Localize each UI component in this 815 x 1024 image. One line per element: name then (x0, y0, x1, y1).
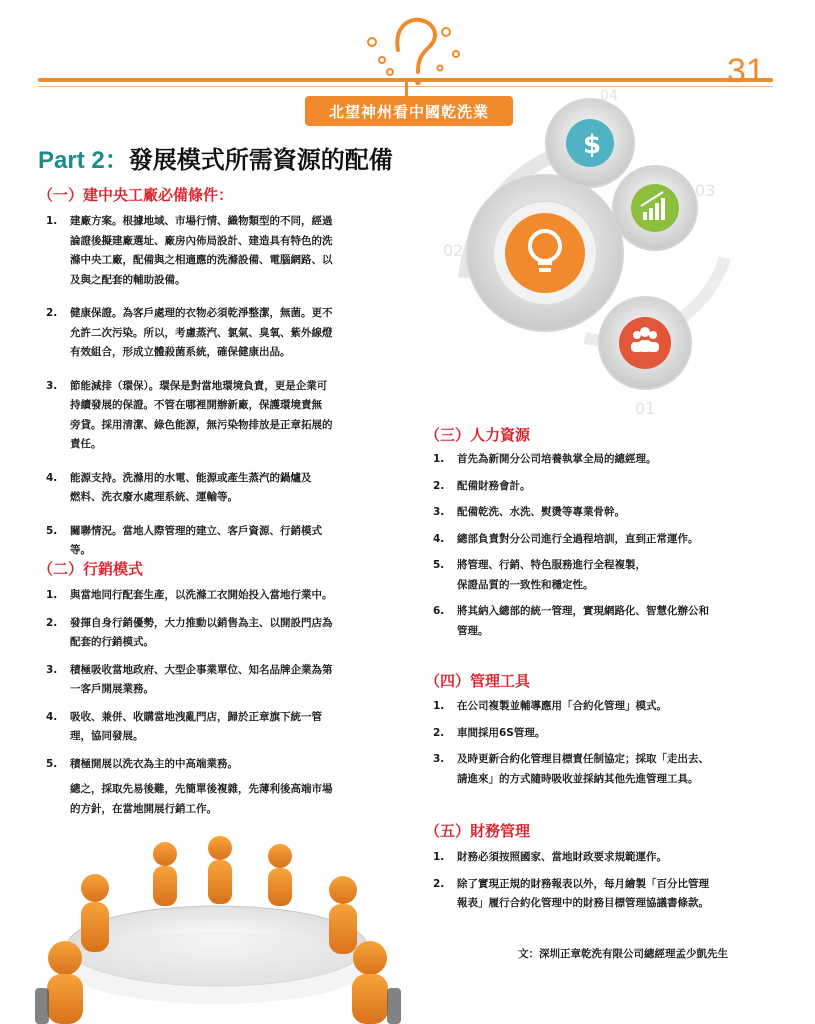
dollar-icon: $ (583, 130, 602, 160)
section-heading-4: （四）管理工具 (425, 672, 531, 690)
list-item: 3. 配備乾洗、水洗、熨燙等專業骨幹。 (433, 506, 625, 518)
list-item: 4. 能源支持。洗滌用的水電、能源或產生蒸汽的鍋爐及 燃料、洗衣廢水處理系統、運輸等。 (46, 471, 312, 503)
section-list-4 (425, 697, 785, 789)
list-item: 2. 發揮自身行銷優勢，大力推動以銷售為主、以開設門店為 配套的行銷模式。 (46, 616, 333, 648)
gear-label-04: 04 (600, 88, 618, 104)
list-item: 3. 積極吸收當地政府、大型企事業單位、知名品牌企業為第 一客戶開展業務。 (46, 663, 333, 695)
list-item: 1. 首先為新開分公司培養執掌全局的總經理。 (433, 453, 657, 465)
gear-lightbulb (443, 175, 623, 331)
meeting-illustration (25, 818, 410, 1024)
title-text: 發展模式所需資源的配備 (128, 146, 393, 174)
list-item: 2. 健康保證。為客戶處理的衣物必須乾淨整潔，無菌。更不 允許二次污染。所以，考慮蒸汽、氯氣、臭氧、紫外線燈 有效組合，形成立體殺菌系統，確保健康出品。 (46, 307, 333, 358)
title-colon: ： (104, 147, 129, 174)
summary-paragraph: 總之，採取先易後難，先簡單後複雜，先薄利後高端市場 的方針，在當地開展行銷工作。 (70, 783, 333, 815)
list-item: 2. 配備財務會計。 (433, 479, 531, 492)
gear-label-03: 03 (695, 181, 716, 200)
question-mark-icon (360, 10, 470, 88)
gear-label-02: 02 (443, 241, 464, 260)
list-item: 1. 在公司複製並輔導應用「合約化管理」模式。 (433, 700, 667, 712)
section-heading-1: （一）建中央工廠必備條件： (38, 186, 234, 204)
list-item: 1. 建廠方案。根據地域、市場行情、織物類型的不同，經過 論證後擬建廠選址、廠房內佈局設計、建造具有特色的洗 滌中央工廠，配備與之相適應的洗滌設備、電腦網路、以 及與之配套的輔助設備。 (46, 215, 333, 286)
title-part: Part 2 (38, 147, 105, 174)
list-item: 4. 吸收、兼併、收購當地洩亂門店，歸於正章旗下統一管 理，協同發展。 (46, 710, 322, 742)
list-item: 3. 及時更新合約化管理目標責任制協定；採取「走出去、 請進來」的方式隨時吸收並採納其他先進管理工具。 (433, 753, 709, 785)
section-list-1 (38, 212, 393, 561)
section-heading-5: （五）財務管理 (425, 822, 531, 840)
gear-label-01: 01 (635, 399, 656, 418)
list-item: 5. 將管理、行銷、特色服務進行全程複製， 保證品質的一致性和穩定性。 (433, 559, 646, 591)
section-list-2 (38, 586, 393, 819)
list-item: 6. 將其納入總部的統一管理，實現網路化、智慧化辦公和 管理。 (433, 605, 709, 637)
list-item: 2. 車間採用6S管理。 (433, 726, 546, 739)
section-list-3 (425, 450, 785, 641)
section-heading-3: （三）人力資源 (425, 426, 531, 444)
list-item: 3. 節能減排（環保）。環保是對當地環境負責，更是企業可 持續發展的保證。不管在哪裡開辦新廠，保護環境責無 旁貸。採用清潔、綠色能源，無污染物排放是正章拓展的 責任。 (46, 379, 333, 450)
list-item: 1. 財務必須按照國家、當地財政要求規範運作。 (433, 851, 667, 863)
page-title (38, 140, 393, 175)
gear-people (599, 297, 691, 418)
page-number: 31 (727, 52, 765, 90)
gears-illustration (425, 88, 785, 418)
author-credit: 文：深圳正章乾洗有限公司總經理孟少凱先生 (518, 948, 728, 960)
list-item: 2. 除了實現正規的財務報表以外，每月繪製「百分比管理 報表」履行合約化管理中的財務目標管理協議書條款。 (433, 877, 709, 909)
gear-dollar (546, 88, 634, 187)
section-list-5 (425, 848, 785, 914)
list-item: 4. 總部負責對分公司進行全過程培訓，直到正常運作。 (433, 532, 699, 545)
gear-growth (613, 166, 715, 250)
list-item: 5. 關聯情況。當地人際管理的建立、客戶資源、行銷模式 等。 (46, 524, 322, 556)
list-item: 5. 積極開展以洗衣為主的中高端業務。 (46, 757, 238, 770)
header-banner: 北望神州看中國乾洗業 (305, 96, 513, 126)
section-heading-2: （二）行銷模式 (38, 560, 144, 578)
list-item: 1. 與當地同行配套生產，以洗滌工衣開始投入當地行業中。 (46, 589, 333, 601)
